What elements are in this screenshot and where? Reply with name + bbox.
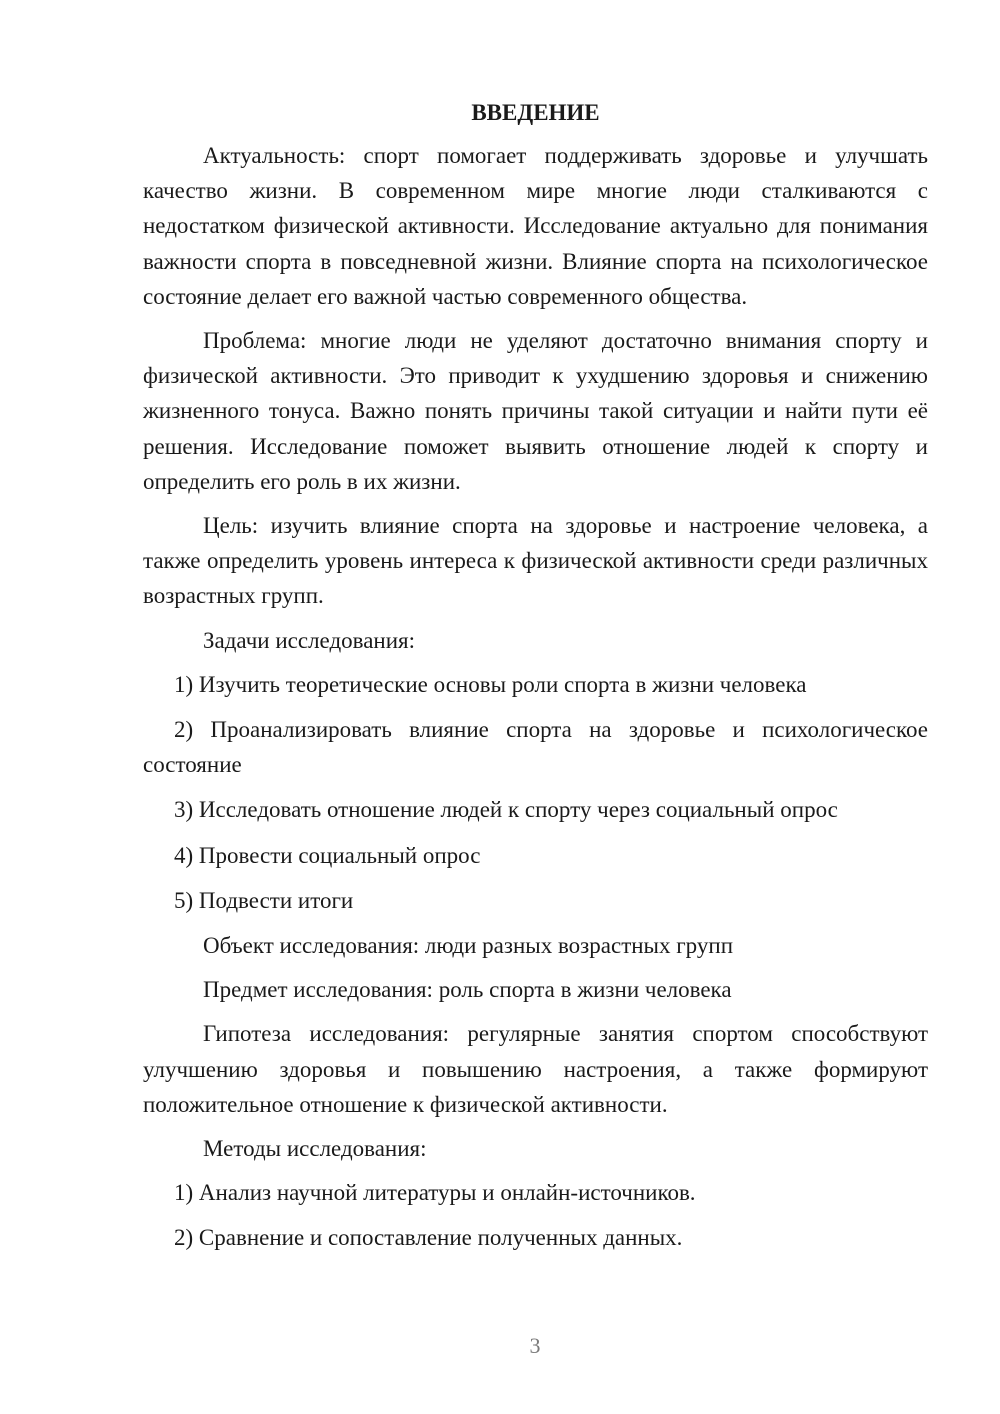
task-item: 5) Подвести итоги [174, 887, 354, 913]
tasks-heading: Задачи исследования: [203, 627, 416, 653]
research-object: Объект исследования: люди разных возрастных групп [203, 933, 733, 959]
method-item: 1) Анализ научной литературы и онлайн-источников. [174, 1180, 696, 1206]
task-item: 3) Исследовать отношение людей к спорту через социальный опрос [174, 797, 838, 823]
relevance-paragraph: Актуальность: спорт помогает поддерживать здоровье и улучшать качество жизни. В современном мире многие люди сталкиваются с недостатком физической активности. Исследование актуально для понимания важности спорта в повседневной жизни. Влияние спорта на психологическое состояние делает его важной частью современного общества. [143, 143, 928, 309]
page-content [143, 95, 928, 1266]
goal-paragraph: Цель: изучить влияние спорта на здоровье и настроение человека, а также определить уровень интереса к физической активности среди различных возрастных групп. [143, 513, 928, 609]
task-item: 4) Провести социальный опрос [174, 842, 481, 868]
section-title: ВВЕДЕНИЕ [471, 100, 600, 125]
methods-heading: Методы исследования: [203, 1136, 427, 1162]
problem-paragraph: Проблема: многие люди не уделяют достаточно внимания спорту и физической активности. Это приводит к ухудшению здоровья и снижению жизненного тонуса. Важно понять причины такой ситуации и найти пути её решения. Исследование поможет выявить отношение людей к спорту и определить его роль в их жизни. [143, 328, 928, 494]
research-subject: Предмет исследования: роль спорта в жизни человека [203, 977, 732, 1003]
task-item: 2) Проанализировать влияние спорта на здоровье и психологическое состояние [143, 717, 928, 778]
task-item: 1) Изучить теоретические основы роли спорта в жизни человека [174, 671, 807, 697]
method-item: 2) Сравнение и сопоставление полученных данных. [174, 1225, 683, 1251]
research-hypothesis: Гипотеза исследования: регулярные занятия спортом способствуют улучшению здоровья и повышению настроения, а также формируют положительное отношение к физической активности. [143, 1021, 928, 1117]
page-number: 3 [529, 1333, 541, 1358]
